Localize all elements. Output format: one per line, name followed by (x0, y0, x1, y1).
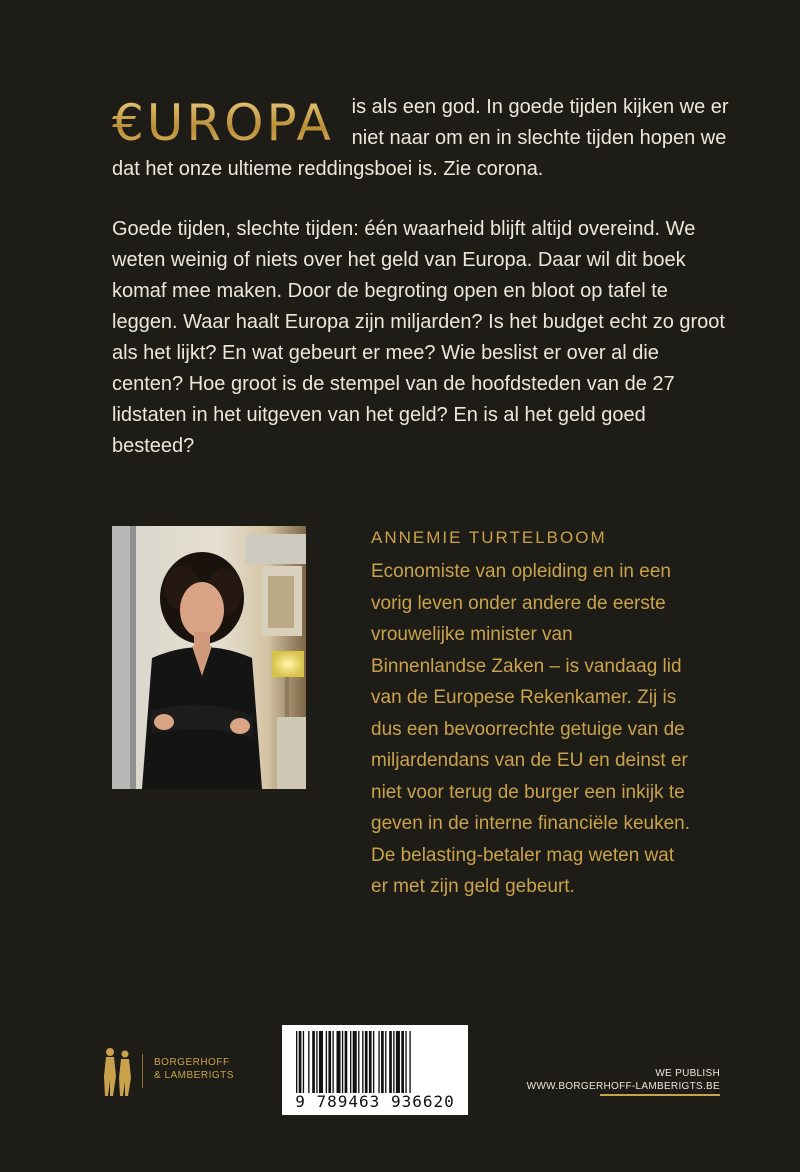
barcode-bar (401, 1031, 404, 1093)
barcode-bar (296, 1031, 297, 1093)
barcode-bar (358, 1031, 359, 1093)
isbn-number: 9 789463 936620 (295, 1092, 455, 1111)
barcode-bar (332, 1031, 333, 1093)
author-photo (112, 526, 306, 789)
publisher-figures-icon (98, 1044, 138, 1100)
barcode-bar (389, 1031, 392, 1093)
barcode-bar (385, 1031, 386, 1093)
barcode-bar (373, 1031, 374, 1093)
publisher-tagline: WE PUBLISH (655, 1068, 720, 1079)
publisher-tagline-block (527, 1067, 720, 1093)
isbn-barcode (282, 1025, 468, 1115)
barcode-bar (365, 1031, 368, 1093)
publisher-name-line1: BORGERHOFF (154, 1057, 230, 1068)
author-bio: Economiste van opleiding en in een vorig leven onder andere de eerste vrouwelijke minister van Binnenlandse Zaken – is vandaag lid van de Europese Rekenkamer. Zij is dus een bevoorrechte getuige van de miljardendans van de EU en deinst er niet voor terug de burger een inkijk te geven in de interne financiële keuken. De belasting-betaler mag weten wat er met zijn geld gebeurt. (371, 561, 691, 897)
barcode-bar (319, 1031, 323, 1093)
book-blurb: Goede tijden, slechte tijden: één waarheid blijft altijd overeind. We weten weinig of niets over het geld van Europa. Daar wil dit boek komaf mee maken. Door de begroting open en bloot op tafel te leggen. Waar haalt Europa zijn miljarden? Is het budget echt zo groot als het lijkt? En wat gebeurt er mee? Wie beslist er over al die centen? Hoe groot is de stempel van de hoofdsteden van de 27 lidstaten in het uitgeven van het geld? En is al het geld goed besteed? (112, 218, 725, 457)
barcode-bar (342, 1031, 343, 1093)
publisher-url[interactable]: WWW.BORGERHOFF-LAMBERIGTS.BE (526, 1081, 720, 1092)
barcode-bar (312, 1031, 315, 1093)
barcode-bar (299, 1031, 302, 1093)
author-section (371, 526, 691, 903)
publisher-name (154, 1056, 234, 1082)
author-portrait-image (112, 526, 306, 789)
url-underline (600, 1094, 720, 1096)
barcode-bar (353, 1031, 357, 1093)
barcode-bar (328, 1031, 331, 1093)
barcode-bar (393, 1031, 394, 1093)
europa-logo: €UROPA (112, 94, 334, 152)
barcode-bars (282, 1031, 468, 1101)
barcode-bar (369, 1031, 372, 1093)
author-name: ANNEMIE TURTELBOOM (371, 528, 607, 547)
publisher-name-line2: & LAMBERIGTS (154, 1070, 234, 1081)
barcode-bar (378, 1031, 379, 1093)
barcode-bar (350, 1031, 351, 1093)
publisher-divider (142, 1054, 143, 1088)
barcode-bar (308, 1031, 309, 1093)
barcode-bar (337, 1031, 341, 1093)
barcode-bar (345, 1031, 348, 1093)
intro-section (112, 92, 732, 185)
barcode-bar (316, 1031, 317, 1093)
barcode-bar (362, 1031, 363, 1093)
barcode-bar (381, 1031, 384, 1093)
barcode-bar (303, 1031, 304, 1093)
barcode-bar (405, 1031, 406, 1093)
publisher-logo (98, 1044, 258, 1104)
barcode-bar (396, 1031, 400, 1093)
intro-text: is als een god. In goede tijden kijken we er niet naar om en in slechte tijden hopen we dat het onze ultieme reddingsboei is. Zie corona. (112, 96, 729, 180)
barcode-bar (326, 1031, 327, 1093)
barcode-bar (409, 1031, 410, 1093)
